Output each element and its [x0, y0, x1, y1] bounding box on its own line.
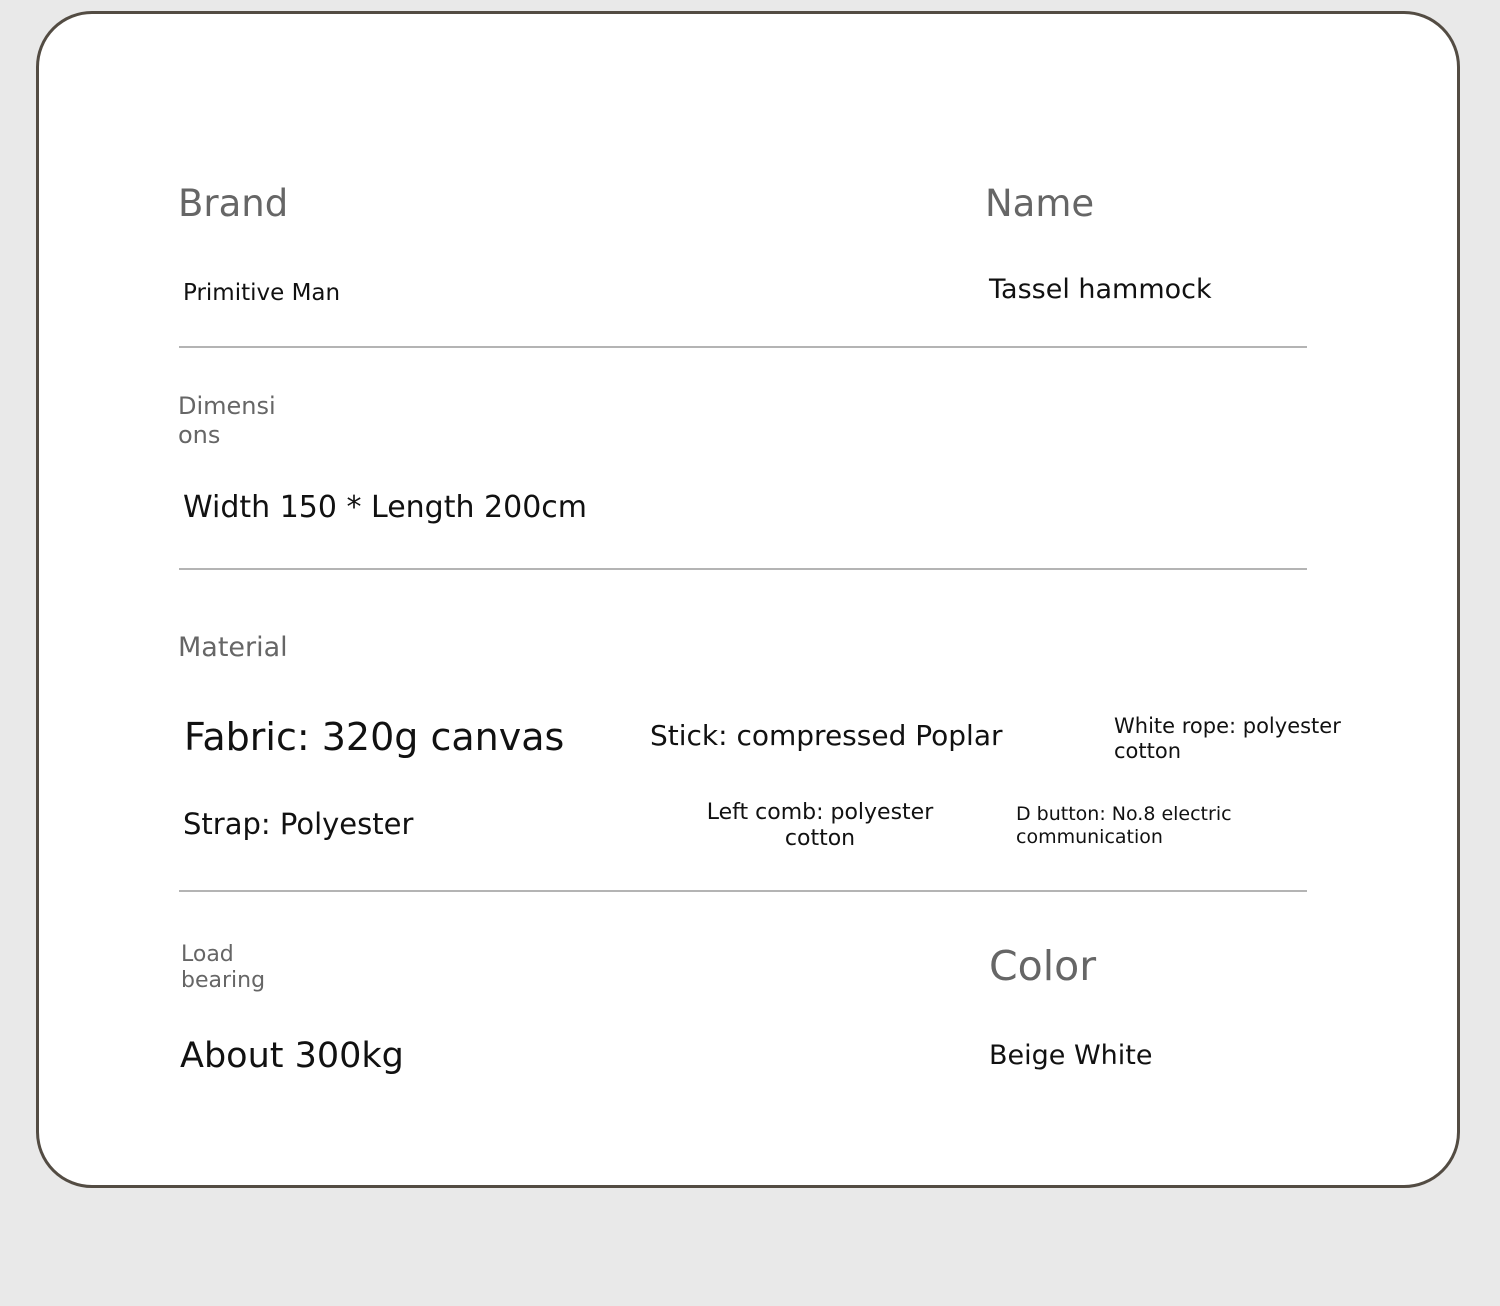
- divider-3: [179, 890, 1307, 892]
- material-fabric: Fabric: 320g canvas: [184, 715, 565, 759]
- material-d-button-line2: communication: [1016, 826, 1163, 848]
- divider-2: [179, 568, 1307, 570]
- name-value: Tassel hammock: [989, 274, 1212, 305]
- brand-label: Brand: [178, 182, 289, 225]
- load-bearing-value: About 300kg: [180, 1036, 404, 1076]
- material-label: Material: [178, 632, 288, 663]
- material-stick: Stick: compressed Poplar: [650, 719, 1003, 752]
- dimensions-label-line1: Dimensi: [178, 392, 276, 420]
- load-bearing-label-line2: bearing: [181, 968, 266, 993]
- dimensions-label-line2: ons: [178, 421, 221, 449]
- material-left-comb-line2: cotton: [784, 826, 856, 851]
- dimensions-value: Width 150 * Length 200cm: [183, 490, 588, 525]
- material-left-comb-line1: Left comb: polyester: [706, 800, 934, 825]
- divider-1: [179, 346, 1307, 348]
- brand-value: Primitive Man: [183, 280, 341, 306]
- material-white-rope-line2: cotton: [1114, 739, 1182, 763]
- color-label: Color: [989, 942, 1097, 990]
- material-white-rope-line1: White rope: polyester: [1114, 714, 1341, 738]
- color-value: Beige White: [989, 1040, 1153, 1071]
- load-bearing-label-line1: Load: [181, 942, 234, 967]
- name-label: Name: [985, 182, 1095, 225]
- material-d-button-line1: D button: No.8 electric: [1016, 803, 1232, 825]
- material-strap: Strap: Polyester: [183, 807, 414, 841]
